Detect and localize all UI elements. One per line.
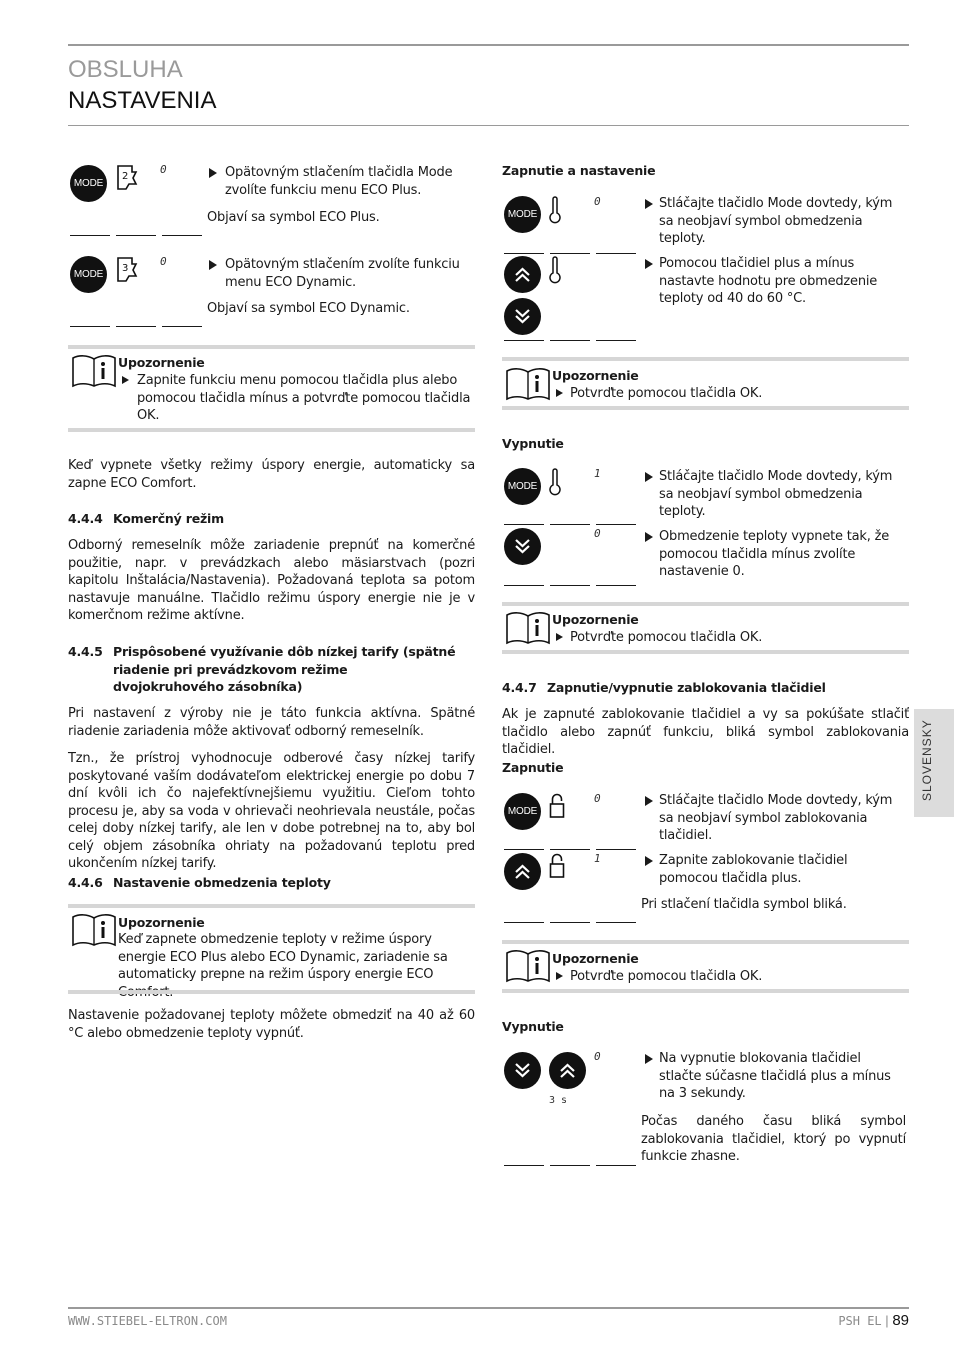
- thermometer-icon: [548, 468, 562, 496]
- display-digit: 0: [594, 792, 601, 805]
- mode-button-icon[interactable]: MODE: [504, 196, 541, 233]
- instruction-text: Stláčajte tlačidlo Mode dovtedy, kým sa neobjaví symbol obmedzenia teploty.: [659, 469, 893, 519]
- page-number: 89: [892, 1312, 909, 1329]
- thermometer-icon: [548, 196, 562, 224]
- instruction-result: Pri stlačení tlačidla symbol bliká.: [641, 897, 847, 912]
- display-digit: 0: [594, 527, 601, 540]
- section-number: 4.4.5: [68, 644, 103, 659]
- instruction-text: Stláčajte tlačidlo Mode dovtedy, kým sa neobjaví symbol zablokovania tlačidiel.: [659, 793, 893, 843]
- minus-button-icon[interactable]: [504, 528, 541, 565]
- subheading: Zapnutie: [502, 760, 564, 775]
- duration-label: 3 s: [549, 1095, 568, 1106]
- mode-button-icon[interactable]: MODE: [504, 793, 541, 830]
- info-book-icon: [505, 366, 551, 402]
- footer-url: WWW.STIEBEL-ELTRON.COM: [68, 1314, 227, 1328]
- section-number: 4.4.6: [68, 875, 103, 890]
- section-heading: Zapnutie/vypnutie zablokovania tlačidiel: [547, 680, 826, 695]
- display-digit: 0: [160, 255, 167, 268]
- note-title: Upozornenie: [552, 612, 639, 627]
- info-book-icon: [505, 610, 551, 646]
- eco-dynamic-text: Opätovným stlačením zvolíte funkciu menu ECO Dynamic.: [225, 257, 460, 290]
- paragraph: Pri nastavení z výroby nie je táto funkcia aktívna. Spätné riadenie zariadenia môže aktivovať odborný remeselník.: [68, 706, 475, 739]
- svg-text:3: 3: [122, 263, 129, 274]
- paragraph: Nastavenie požadovanej teploty môžete obmedziť na 40 až 60 °C alebo obmedzenie teploty vypnúť.: [68, 1008, 475, 1041]
- display-digit: 0: [594, 1050, 601, 1063]
- thermometer-icon: [548, 256, 562, 284]
- model-name: PSH EL: [838, 1314, 882, 1328]
- info-book-icon: [505, 948, 551, 984]
- note-title: Upozornenie: [552, 951, 639, 966]
- info-book-icon: [71, 912, 117, 948]
- subheading: Vypnutie: [502, 1019, 564, 1034]
- paragraph: Ak je zapnuté zablokovanie tlačidiel a vy sa pokúšate stlačiť tlačidlo alebo zapnúť funkciu, bliká symbol zablokovania tlačidiel.: [502, 707, 909, 757]
- plus-button-icon[interactable]: [549, 1052, 586, 1089]
- note-title: Upozornenie: [118, 355, 205, 370]
- info-book-icon: [71, 353, 117, 389]
- instruction-text: Na vypnutie blokovania tlačidiel stlačte súčasne tlačidlá plus a mínus na 3 sekundy.: [659, 1051, 891, 1101]
- eco-dynamic-result: Objaví sa symbol ECO Dynamic.: [207, 301, 410, 316]
- note-text: Potvrďte pomocou tlačidla OK.: [570, 630, 763, 645]
- section-title: OBSLUHA: [68, 56, 183, 83]
- section-number: 4.4.7: [502, 680, 537, 695]
- eco-plus-text: Opätovným stlačením tlačidla Mode zvolíte funkciu menu ECO Plus.: [225, 165, 453, 198]
- instruction-result: Počas daného času bliká symbol zablokovania tlačidiel, ktorý po vypnutí funkcie zhasne.: [641, 1114, 906, 1164]
- note-title: Upozornenie: [552, 368, 639, 383]
- subheading: Zapnutie a nastavenie: [502, 163, 656, 178]
- eco-dynamic-icon: [115, 256, 139, 284]
- note-text: Zapnite funkciu menu pomocou tlačidla plus alebo pomocou tlačidla mínus a potvrďte pomocou tlačidla OK.: [137, 373, 471, 423]
- lock-icon: [549, 853, 565, 879]
- instruction-text: Pomocou tlačidiel plus a mínus nastavte hodnotu pre obmedzenie teploty od 40 do 60 °C.: [659, 256, 878, 306]
- instruction-text: Stláčajte tlačidlo Mode dovtedy, kým sa neobjaví symbol obmedzenia teploty.: [659, 196, 893, 246]
- instruction-text: Obmedzenie teploty vypnete tak, že pomocou tlačidla mínus zvolíte nastavenie 0.: [659, 529, 890, 579]
- minus-button-icon[interactable]: [504, 1052, 541, 1089]
- mode-button-icon[interactable]: MODE: [504, 468, 541, 505]
- plus-button-icon[interactable]: [504, 853, 541, 890]
- subheading: Vypnutie: [502, 436, 564, 451]
- mode-button-icon[interactable]: MODE: [70, 165, 107, 202]
- mode-button-icon[interactable]: MODE: [70, 256, 107, 293]
- svg-text:2: 2: [122, 171, 129, 182]
- footer-model: PSH EL | 89: [838, 1312, 909, 1329]
- note-text: Potvrďte pomocou tlačidla OK.: [570, 969, 763, 984]
- eco-plus-icon: [115, 164, 139, 192]
- eco-plus-result: Objaví sa symbol ECO Plus.: [207, 210, 380, 225]
- note-text: Potvrďte pomocou tlačidla OK.: [570, 386, 763, 401]
- minus-button-icon[interactable]: [504, 298, 541, 335]
- section-heading: Nastavenie obmedzenia teploty: [113, 875, 331, 890]
- note-title: Upozornenie: [118, 915, 205, 930]
- page-title: NASTAVENIA: [68, 87, 217, 114]
- display-digit: 0: [594, 195, 601, 208]
- language-tab: SLOVENSKY: [914, 709, 954, 817]
- paragraph: Tzn., že prístroj vyhodnocuje odberové časy nízkej tarify poskytované vaším dodávateľom elektrickej energie po dobu 7 dní kvôli ich čo najefektívnejšiemu využitiu. Cieľom tohto procesu je, aby sa voda v ohrievači neohrievala neustále, počas celej doby nízkej tarify, ale len v dobe potrebnej na to, aby bol celý objem zásobníka ohriaty na požadovanú teplotu pred ukončením nízkej tarify.: [68, 751, 475, 871]
- display-digit: 1: [594, 852, 601, 865]
- lock-icon: [549, 793, 565, 819]
- section-heading: Komerčný režim: [113, 511, 224, 526]
- plus-button-icon[interactable]: [504, 256, 541, 293]
- paragraph: Odborný remeselník môže zariadenie prepnúť na komerčné použitie, napr. v prevádzkach alebo mäsiarstvach (pozri kapitolu Inštalácia/Nastavenia). Požadovaná teplota sa potom nastavuje manuálne. Tlačidlo režimu úspory energie nie je v komerčnom režime aktívne.: [68, 538, 475, 623]
- display-digit: 0: [160, 163, 167, 176]
- display-digit: 1: [594, 467, 601, 480]
- note-text: Keď zapnete obmedzenie teploty v režime úspory energie ECO Plus alebo ECO Dynamic, zariadenie sa automaticky prepne na režim úspory energie ECO: [118, 932, 448, 982]
- section-heading: Prispôsobené využívanie dôb nízkej tarify (spätné riadenie pri prevádzkovom režime dvojokruhového zásobníka): [113, 644, 456, 694]
- paragraph: Keď vypnete všetky režimy úspory energie, automaticky sa zapne ECO Comfort.: [68, 458, 475, 491]
- instruction-text: Zapnite zablokovanie tlačidiel pomocou tlačidla plus.: [659, 853, 848, 886]
- section-number: 4.4.4: [68, 511, 103, 526]
